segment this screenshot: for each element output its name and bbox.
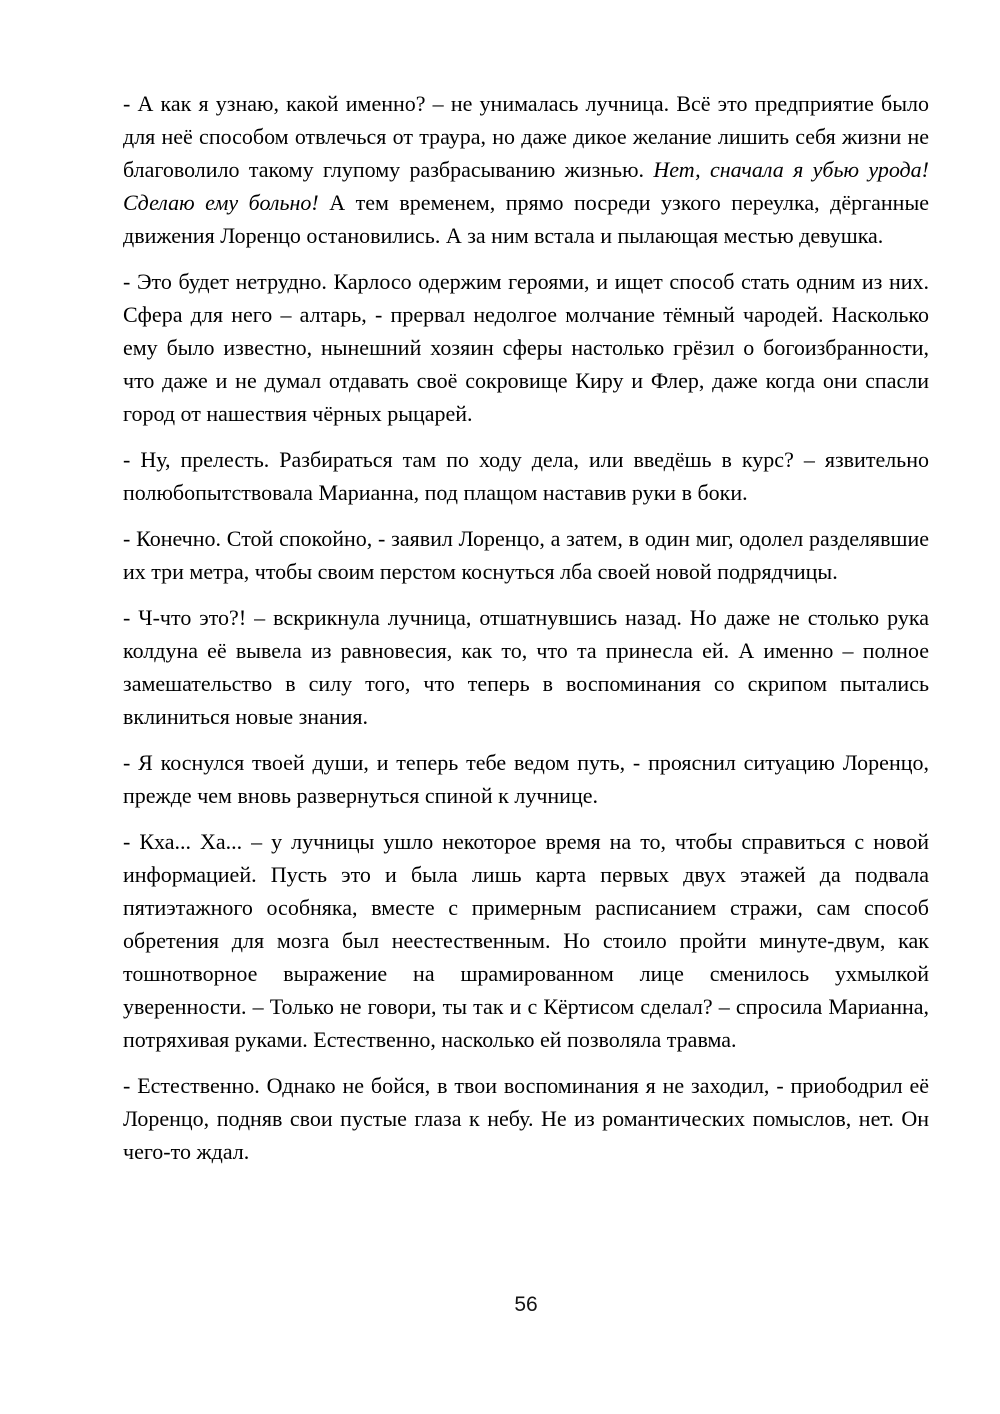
page-footer — [123, 1293, 929, 1317]
paragraph — [123, 87, 929, 252]
paragraph — [123, 522, 929, 588]
paragraph — [123, 443, 929, 509]
page-number: 56 — [514, 1293, 538, 1316]
paragraph-run-italic: Нет, сначала я убью урода! Сделаю ему больно! — [123, 157, 929, 215]
paragraph-run: - Ч-что это?! – вскрикнула лучница, отшатнувшись назад. Но даже не столько рука колдуна её вывела из равновесия, как то, что та принесла ей. А именно – полное замешательство в силу того, что теперь в воспоминания со скрипом пытались вклиниться новые знания. — [123, 605, 929, 729]
paragraph-run: - Это будет нетрудно. Карлосо одержим героями, и ищет способ стать одним из них. Сфера для него – алтарь, - прервал недолгое молчание тёмный чародей. Насколько ему было известно, нынешний хозяин сферы настолько грёзил о богоизбранности, что даже и не думал отдавать своё сокровище Киру и Флер, даже когда они спасли город от нашествия чёрных рыцарей. — [123, 269, 929, 426]
paragraph — [123, 825, 929, 1056]
page-text — [123, 87, 929, 1181]
paragraph-run: - Ну, прелесть. Разбираться там по ходу дела, или введёшь в курс? – язвительно полюбопытствовала Марианна, под плащом наставив руки в боки. — [123, 447, 929, 505]
paragraph — [123, 1069, 929, 1168]
paragraph-run: А тем временем, прямо посреди узкого переулка, дёрганные движения Лоренцо остановились. А за ним встала и пылающая местью девушка. — [123, 190, 929, 248]
paragraph — [123, 265, 929, 430]
paragraph-run: - А как я узнаю, какой именно? – не унималась лучница. Всё это предприятие было для неё способом отвлечься от траура, но даже дикое желание лишить себя жизни не благоволило такому глупому разбрасыванию жизнью. — [123, 91, 929, 182]
paragraph-run: - Конечно. Стой спокойно, - заявил Лоренцо, а затем, в один миг, одолел разделявшие их три метра, чтобы своим перстом коснуться лба своей новой подрядчицы. — [123, 526, 929, 584]
paragraph-run: - Кха... Ха... – у лучницы ушло некоторое время на то, чтобы справиться с новой информацией. Пусть это и была лишь карта первых двух этажей да подвала пятиэтажного особняка, вместе с примерным расписанием стражи, сам способ обретения для мозга был неестественным. Но стоило пройти минуте-двум, как тошнотворное выражение на шрамированном лице сменилось ухмылкой уверенности. – Только не говори, ты так и с Кёртисом сделал? – спросила Марианна, потряхивая руками. Естественно, насколько ей позволяла травма. — [123, 829, 929, 1052]
paragraph-run: - Я коснулся твоей души, и теперь тебе ведом путь, - прояснил ситуацию Лоренцо, прежде чем вновь развернуться спиной к лучнице. — [123, 750, 929, 808]
paragraph — [123, 746, 929, 812]
paragraph-run: - Естественно. Однако не бойся, в твои воспоминания я не заходил, - приободрил её Лоренцо, подняв свои пустые глаза к небу. Не из романтических помыслов, нет. Он чего-то ждал. — [123, 1073, 929, 1164]
paragraph — [123, 601, 929, 733]
